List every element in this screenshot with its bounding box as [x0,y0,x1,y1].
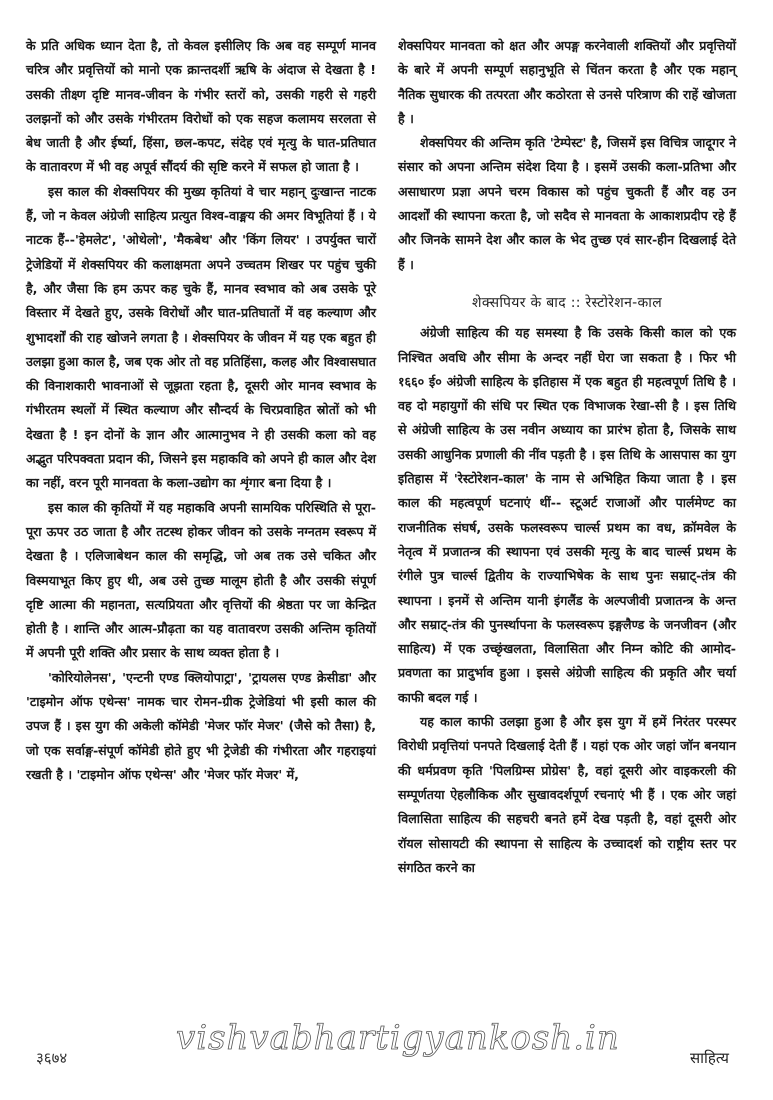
paragraph: 'कोरियोलेनस', 'एन्टनी एण्ड क्लियोपाट्रा', 'ट्रायलस एण्ड क्रेसीडा' और 'टाइमोन ऑफ एथेन्स' नामक चार रोमन-ग्रीक ट्रेजेडियां भी इसी काल की उपज हैं । इस युग की अकेली कॉमेडी 'मेजर फॉर मेजर' (जैसे को तैसा) है, जो एक सर्वाङ्ग-संपूर्ण कॉमेडी होते हुए भी ट्रेजेडी की गंभीरता और गहराइयां रखती है । 'टाइमोन ऑफ एथेन्स' और 'मेजर फॉर मेजर' में, [26,669,376,782]
paragraph: शेक्सपियर की अन्तिम कृति 'टेम्पेस्ट' है, जिसमें इस विचित्र जादूगर ने संसार को अपना अन्तिम संदेश दिया है । इसमें उसकी कला-प्रतिभा और असाधारण प्रज्ञा अपने चरम विकास को पहुंच चुकती हैं और वह उन आदर्शों की स्थापना करता है, जो सदैव से मानवता के आकाशप्रदीप रहे हैं और जिनके सामने देश और काल के भेद तुच्छ एवं सार-हीन दिखलाई देते हैं । [398,135,736,272]
watermark: vishvabhartigyankosh.in [176,1018,620,1058]
paragraph: यह काल काफी उलझा हुआ है और इस युग में हमें निरंतर परस्पर विरोधी प्रवृत्तियां पनपते दिखलाई देती हैं । यहां एक ओर जहां जॉन बनयान की धर्मप्रवण कृति 'पिलग्रिम्स प्रोग्रेस' है, वहां दूसरी ओर वाइकरली की सम्पूर्णतया ऐहलौकिक और सुखावदर्शपूर्ण रचनाएं भी हैं । एक ओर जहां विलासिता साहित्य की सहचरी बनते हमें देख पड़ती है, वहां दूसरी ओर रॉयल सोसायटी की स्थापना से साहित्य के उच्चादर्श को राष्ट्रीय स्तर पर संगठित करने का [398,714,736,875]
section-label: साहित्य [690,1049,729,1067]
left-column [26,34,376,787]
paragraph: शेक्सपियर मानवता को क्षत और अपङ्ग करनेवाली शक्तियों और प्रवृत्तियों के बारे में अपनी सम्पूर्ण सहानुभूति से चिंतन करता है और एक महान् नैतिक सुधारक की तत्परता और कठोरता से उनसे परित्राण की राहें खोजता है । [398,38,736,126]
section-heading: शेक्सपियर के बाद :: रेस्टोरेशन-काल [472,294,662,311]
paragraph: इस काल की कृतियों में यह महाकवि अपनी सामयिक परिस्थिति से पूरा-पूरा ऊपर उठ जाता है और तटस्थ होकर जीवन को उसके नग्नतम स्वरूप में देखता है । एलिजाबेथन काल की समृद्धि, जो अब तक उसे चकित और विस्मयाभूत किए हुए थी, अब उसे तुच्छ मालूम होती है और उसकी संपूर्ण दृष्टि आत्मा की महानता, सत्यप्रियता और वृत्तियों की श्रेष्ठता पर जा केन्द्रित होती है । शान्ति और आत्म-प्रौढ़ता का यह वातावरण उसकी अन्तिम कृतियों में अपनी पूरी शक्ति और प्रसार के साथ व्यक्त होता है । [26,499,376,661]
page-number: ३६७४ [36,1049,68,1067]
paragraph: इस काल की शेक्सपियर की मुख्य कृतियां वे चार महान् दुःखान्त नाटक हैं, जो न केवल अंग्रेजी साहित्य प्रत्युत विश्व-वाङ्मय की अमर विभूतियां हैं । ये नाटक हैं--'हेमलेट', 'ओथेलो', 'मैकबेथ' और 'किंग लियर' । उपर्युक्त चारों ट्रेजेडियों में शेक्सपियर की कलाक्षमता अपने उच्चतम शिखर पर पहुंच चुकी है, और जैसा कि हम ऊपर कह चुके हैं, मानव स्वभाव को अब उसके पूरे विस्तार में देखते हुए, उसके विरोधों और घात-प्रतिघातों में वह कल्याण और शुभादर्शों की राह खोजने लगता है । शेक्सपियर के जीवन में यह एक बहुत ही उलझा हुआ काल है, जब एक ओर तो वह प्रतिहिंसा, कलह और विश्वासघात की विनाशकारी भावनाओं से जूझता रहता है, दूसरी ओर मानव स्वभाव के गंभीरतम स्थलों में स्थित कल्याण और सौन्दर्य के चिरप्रवाहित स्रोतों को भी देखता है ! इन दोनों के ज्ञान और आत्मानुभव ने ही उसकी कला को वह अद्भुत परिपक्वता प्रदान की, जिसने इस महाकवि को अपने ही काल और देश का नहीं, वरन पूरी मानवता के कला-उद्योग का शृंगार बना दिया है । [26,183,376,491]
paragraph: अंग्रेजी साहित्य की यह समस्या है कि उसके किसी काल को एक निश्चित अवधि और सीमा के अन्दर नहीं घेरा जा सकता है । फिर भी १६६० ई० अंग्रेजी साहित्य के इतिहास में एक बहुत ही महत्वपूर्ण तिथि है । वह दो महायुगों की संधि पर स्थित एक विभाजक रेखा-सी है । इस तिथि से अंग्रेजी साहित्य के उस नवीन अध्याय का प्रारंभ होता है, जिसके साथ उसकी आधुनिक प्रणाली की नींव पड़ती है । इस तिथि के आसपास का युग इतिहास में 'रेस्टोरेशन-काल' के नाम से अभिहित किया जाता है । इस काल की महत्वपूर्ण घटनाएं थीं-- स्टूअर्ट राजाओं और पार्लमेण्ट का राजनीतिक संघर्ष, उसके फलस्वरूप चार्ल्स प्रथम का वध, क्रॉमवेल के नेतृत्व में प्रजातन्त्र की स्थापना एवं उसकी मृत्यु के बाद चार्ल्स प्रथम के रंगीले पुत्र चार्ल्स द्वितीय के राज्याभिषेक के साथ पुनः सम्राट्-तंत्र की स्थापना । इनमें से अन्तिम यानी इंगलैंड के अल्पजीवी प्रजातन्त्र के अन्त और सम्राट्-तंत्र की पुनर्स्थापना के फलस्वरूप इङ्गलैण्ड के जनजीवन (और साहित्य) में एक उच्छृंखलता, विलासिता और निम्न कोटि की आमोद-प्रवणता का प्रादुर्भाव हुआ । इससे अंग्रेजी साहित्य की प्रकृति और चर्या काफी बदल गई । [398,325,736,705]
paragraph: के प्रति अधिक ध्यान देता है, तो केवल इसीलिए कि अब वह सम्पूर्ण मानव चरित्र और प्रवृत्तियों को मानो एक क्रान्तदर्शी ऋषि के अंदाज से देखता है ! उसकी तीक्ष्ण दृष्टि मानव-जीवन के गंभीर स्तरों को, उसकी गहरी से गहरी उलझनों को और उसके गंभीरतम विरोधों को एक सहज कलामय सरलता से बेध जाती है और ईर्ष्या, हिंसा, छल-कपट, संदेह एवं मृत्यु के घात-प्रतिघात के वातावरण में भी वह अपूर्व सौंदर्य की सृष्टि करने में सफल हो जाता है । [26,38,376,175]
right-column [398,34,736,880]
